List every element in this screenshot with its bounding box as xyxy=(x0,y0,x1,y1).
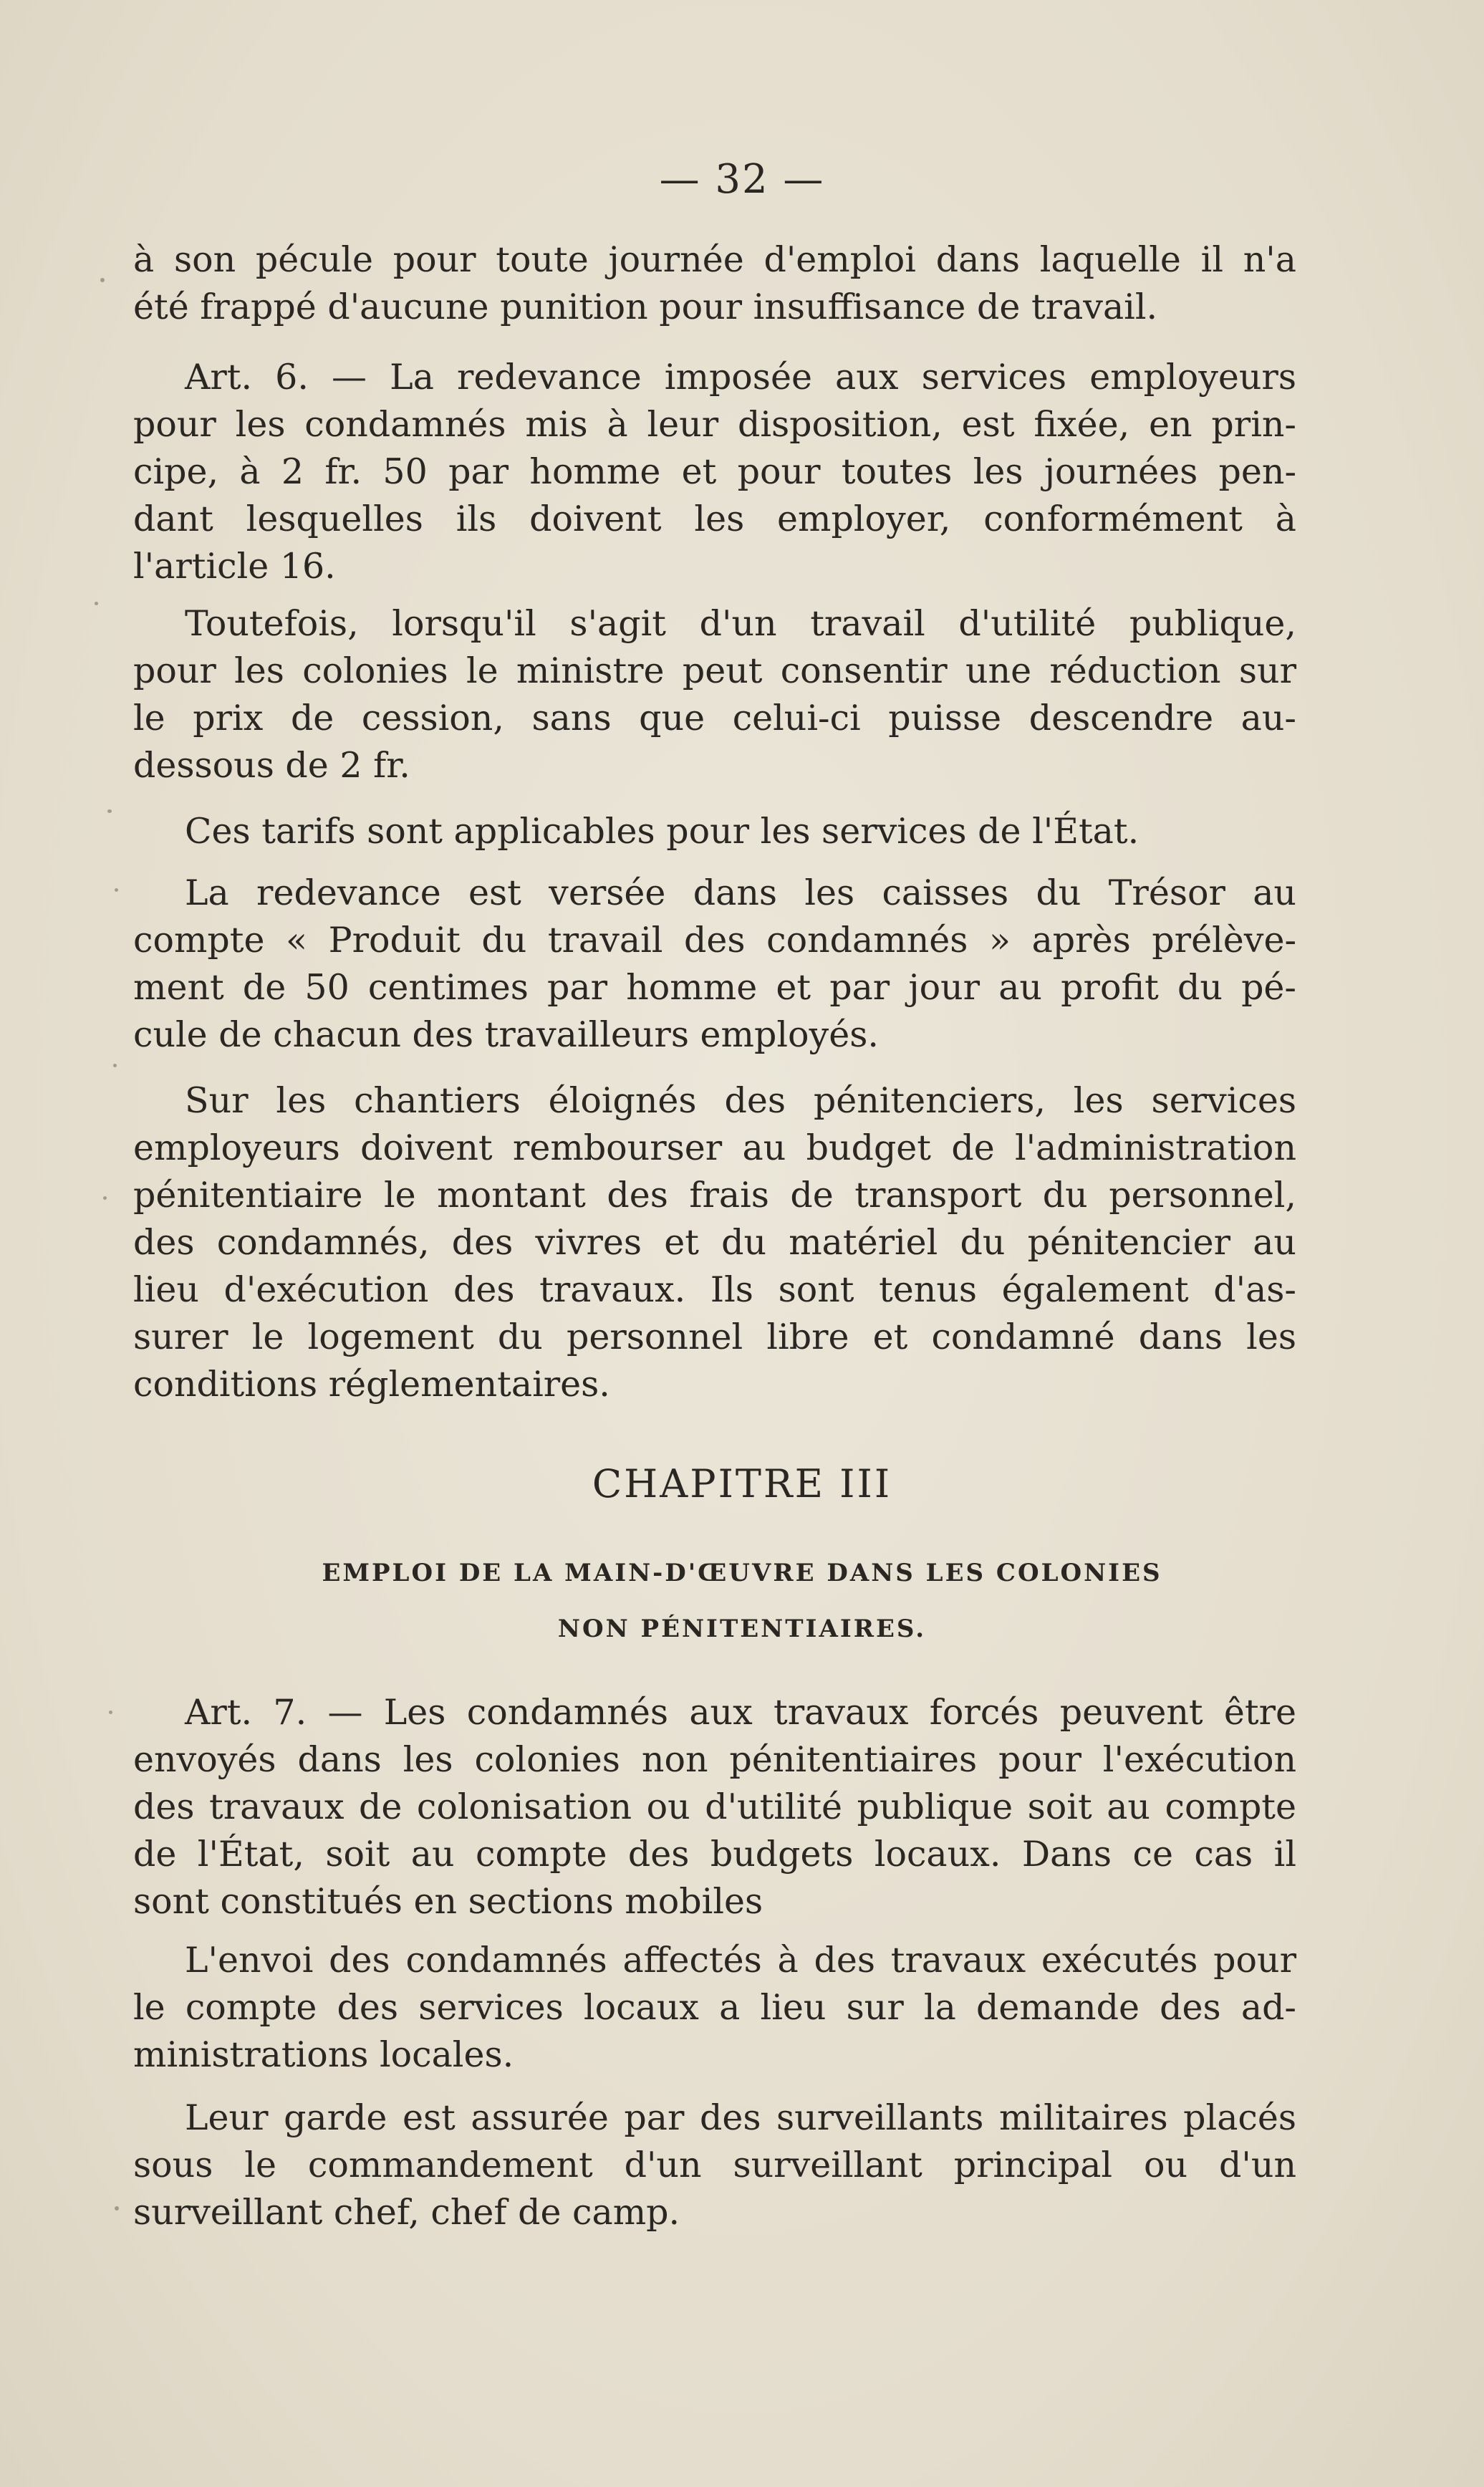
text-line: pénitentiaire le montant des frais de transport du personnel, xyxy=(133,1175,1296,1216)
paragraph-article-6 xyxy=(133,354,1296,590)
text-line: dessous de 2 fr. xyxy=(133,745,410,786)
print-speck xyxy=(115,888,118,892)
text-line: cule de chacun des travailleurs employés. xyxy=(133,1014,879,1055)
text-line: employeurs doivent rembourser au budget de l'administration xyxy=(133,1127,1296,1168)
print-speck xyxy=(107,809,112,813)
text-line: ment de 50 centimes par homme et par jour au profit du pé- xyxy=(133,967,1296,1008)
text-line: ministrations locales. xyxy=(133,2034,514,2075)
text-line: pour les condamnés mis à leur disposition, est fixée, en prin- xyxy=(133,404,1296,445)
paragraph-continuation xyxy=(133,236,1296,331)
print-speck xyxy=(100,278,105,282)
paragraph-tarifs xyxy=(133,808,1296,855)
print-speck xyxy=(115,2206,119,2211)
print-speck xyxy=(109,1711,112,1714)
text-line: le prix de cession, sans que celui-ci puisse descendre au- xyxy=(133,698,1296,739)
text-line: dant lesquelles ils doivent les employer, conformément à xyxy=(133,499,1296,539)
text-line: conditions réglementaires. xyxy=(133,1364,610,1405)
text-line: des travaux de colonisation ou d'utilité publique soit au compte xyxy=(133,1786,1296,1827)
text-line: compte « Produit du travail des condamnés » après prélève- xyxy=(133,920,1296,961)
paragraph-envoi xyxy=(133,1937,1296,2079)
text-line: à son pécule pour toute journée d'emploi dans laquelle il n'a xyxy=(133,239,1296,280)
chapter-title: CHAPITRE III xyxy=(592,1461,892,1506)
text-line: été frappé d'aucune punition pour insuffisance de travail. xyxy=(133,287,1158,327)
paragraph-toutefois xyxy=(133,600,1296,789)
chapter-subtitle: EMPLOI DE LA MAIN-D'ŒUVRE DANS LES COLONIES xyxy=(322,1559,1162,1587)
text-line: sont constitués en sections mobiles xyxy=(133,1881,763,1922)
text-line: Art. 7. — Les condamnés aux travaux forcés peuvent être xyxy=(185,1692,1296,1733)
text-line: l'article 16. xyxy=(133,546,336,587)
paragraph-chantiers xyxy=(133,1077,1296,1408)
chapter-subtitle: NON PÉNITENTIAIRES. xyxy=(557,1615,927,1643)
text-line: Sur les chantiers éloignés des pénitenciers, les services xyxy=(185,1080,1296,1121)
text-line: La redevance est versée dans les caisses du Trésor au xyxy=(185,872,1296,913)
text-line: sous le commandement d'un surveillant principal ou d'un xyxy=(133,2145,1296,2185)
text-line: Toutefois, lorsqu'il s'agit d'un travail d'utilité publique, xyxy=(185,603,1296,644)
text-line: surveillant chef, chef de camp. xyxy=(133,2192,680,2233)
text-line: le compte des services locaux a lieu sur la demande des ad- xyxy=(133,1987,1296,2028)
text-line: cipe, à 2 fr. 50 par homme et pour toutes les journées pen- xyxy=(133,451,1296,492)
paragraph-article-7 xyxy=(133,1689,1296,1925)
paragraph-redevance xyxy=(133,870,1296,1059)
text-line: des condamnés, des vivres et du matériel du pénitencier au xyxy=(133,1222,1296,1263)
text-line: envoyés dans les colonies non pénitentiaires pour l'exécution xyxy=(133,1739,1296,1780)
print-speck xyxy=(113,1064,117,1067)
text-line: Ces tarifs sont applicables pour les services de l'État. xyxy=(185,811,1140,852)
paragraph-garde xyxy=(133,2094,1296,2236)
text-line: Art. 6. — La redevance imposée aux services employeurs xyxy=(185,357,1296,398)
text-line: lieu d'exécution des travaux. Ils sont tenus également d'as- xyxy=(133,1269,1296,1310)
print-speck xyxy=(103,1196,107,1200)
page-number: — 32 — xyxy=(659,156,825,203)
text-line: surer le logement du personnel libre et condamné dans les xyxy=(133,1317,1296,1357)
text-line: L'envoi des condamnés affectés à des travaux exécutés pour xyxy=(185,1940,1296,1981)
print-speck xyxy=(95,602,98,605)
text-line: de l'État, soit au compte des budgets locaux. Dans ce cas il xyxy=(133,1834,1296,1875)
text-line: Leur garde est assurée par des surveillants militaires placés xyxy=(185,2097,1296,2138)
text-line: pour les colonies le ministre peut consentir une réduction sur xyxy=(133,650,1296,691)
